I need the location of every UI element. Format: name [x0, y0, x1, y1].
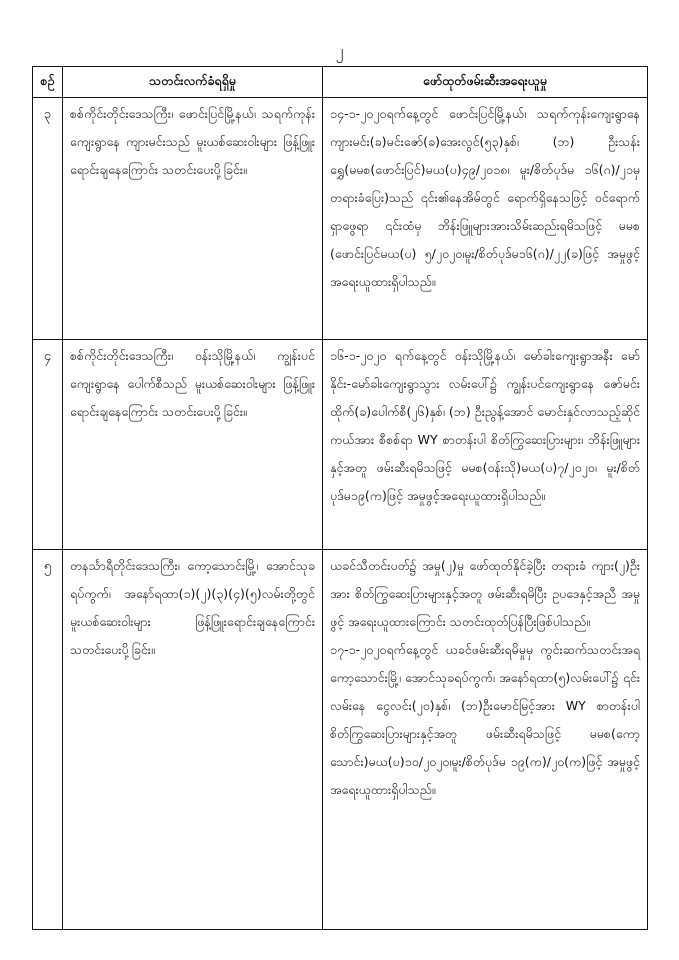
incident-table: [32, 66, 648, 930]
information-cell: စစ်ကိုင်းတိုင်းဒေသကြီး၊ ဝန်းသိုမြို့နယ်၊ ကျွန်းပင်ကျေးရွာနေ ပေါက်စီသည် မူးယစ်ဆေးဝါးများ ဖြန့်ဖြူးရောင်းချနေကြောင်း သတင်းပေးပို့ခြင်း။: [63, 340, 323, 550]
page-number: ၂: [335, 41, 344, 60]
table-header-row: [33, 67, 648, 98]
header-serial-no: စဉ်: [33, 67, 63, 98]
action-paragraph: ယခင်သီတင်းပတ်၌ အမှု(၂)မှု ဖော်ထုတ်နိုင်ခဲ့ပြီး တရားခံ ကျား(၂)ဦးအား စိတ်ကြွဆေးပြားများနှင့်အတူ ဖမ်းဆီးရမိပြီး ဥပဒေနှင့်အညီ အမှုဖွင့် အရေးယူထားကြောင်း သတင်းထုတ်ပြန်ပြီးဖြစ်ပါသည်။: [330, 558, 640, 629]
header-enforcement-action: ဖော်ထုတ်ဖမ်းဆီးအရေးယူမှု: [323, 67, 648, 98]
table-row: [33, 550, 648, 930]
header-information-received: သတင်းလက်ခံရရှိမှု: [63, 67, 323, 98]
action-paragraph: ၁၇-၁-၂၀၂၀ရက်နေ့တွင် ယခင်ဖမ်းဆီးရမိမှုမှ ကွင်းဆက်သတင်းအရ ကော့သောင်းမြို့၊ အောင်သုခရပ်ကွက်၊ အနော်ရထာ(၅)လမ်းပေါ်၌ ၎င်းလမ်းနေ ငွေလင်း(၂၀)နှစ်၊ (ဘ)ဦးမောင်မြင့်အား WY စာတန်းပါ စိတ်ကြွဆေးပြားများနှင့်အတူ ဖမ်းဆီးရမိသဖြင့် မမစ(ကော့သောင်း)မယ(ပ)၁၀/၂၀၂၀၊မူး/စိတ်ပုဒ်မ ၁၉(က)/၂၀(က)ဖြင့် အမှုဖွင့် အရေးယူထားရှိပါသည်။: [330, 642, 640, 797]
action-cell: ၁၄-၁-၂၀၂၀ရက်နေ့တွင် ဖောင်းပြင်မြို့နယ်၊ သရက်ကုန်းကျေးရွာနေ ကျားမင်း(ခ)မင်းဇော်(ခ)အေးလွင်(၅၃)နှစ်၊ (ဘ) ဦးသန်းရွှေ(မမစ(ဖောင်းပြင်)မယ(ပ)၄၉/၂၀၁၈၊ မူး/စိတ်ပုဒ်မ ၁၆(ဂ)/၂၁မှ တရားခံပြေး)သည် ၎င်း၏နေအိမ်တွင် ရောက်ရှိနေသဖြင့် ဝင်ရောက်ရှာဖွေရာ ၎င်းထံမှ ဘိန်းဖြူများအားသိမ်းဆည်းရမိသဖြင့် မမစ (ဖောင်းပြင်မယ(ပ) ၅/၂၀၂၀၊မူး/စိတ်ပုဒ်မ၁၆(ဂ)/၂၂(ခ)ဖြင့် အမှုဖွင့် အရေးယူထားရှိပါသည်။: [323, 98, 648, 340]
action-cell: ၁၆-၁-၂၀၂၀ ရက်နေ့တွင် ဝန်းသိုမြို့နယ်၊ မော်ခါးကျေးရွာအနီး မော်နိုင်း-မော်ခါးကျေးရွာသွား လမ်းပေါ်၌ ကျွန်းပင်ကျေးရွာနေ ဇော်မင်းထိုက်(ခ)ပေါက်စီ(၂၆)နှစ်၊ (ဘ) ဦးညွန့်အောင် မောင်းနှင်လာသည့်ဆိုင်ကယ်အား စီစစ်ရာ WY စာတန်းပါ စိတ်ကြွဆေးပြားများ၊ ဘိန်းဖြူများနှင့်အတူ ဖမ်းဆီးရမိသဖြင့် မမစ(ဝန်းသို)မယ(ပ)၇/၂၀၂၀၊ မူး/စိတ်ပုဒ်မ၁၉(က)ဖြင့် အမှုဖွင့်အရေးယူထားရှိပါသည်။: [323, 340, 648, 550]
action-cell: [323, 550, 648, 930]
table-row: [33, 340, 648, 550]
serial-no-cell: ၄: [33, 340, 63, 550]
serial-no-cell: ၃: [33, 98, 63, 340]
information-cell: တနင်္သာရီတိုင်းဒေသကြီး၊ ကော့သောင်းမြို့၊ အောင်သုခရပ်ကွက်၊ အနော်ရထာ(၁)(၂)(၃)(၄)(၅)လမ်းတို့တွင် မူးယစ်ဆေးဝါးများ ဖြန့်ဖြူးရောင်းချနေကြောင်း သတင်းပေးပို့ခြင်း။: [63, 550, 323, 930]
table-row: [33, 98, 648, 340]
serial-no-cell: ၅: [33, 550, 63, 930]
information-cell: စစ်ကိုင်းတိုင်းဒေသကြီး၊ ဖောင်းပြင်မြို့နယ်၊ သရက်ကုန်းကျေးရွာနေ ကျားမင်းသည် မူးယစ်ဆေးဝါးများ ဖြန့်ဖြူးရောင်းချနေကြောင်း သတင်းပေးပို့ခြင်း။: [63, 98, 323, 340]
